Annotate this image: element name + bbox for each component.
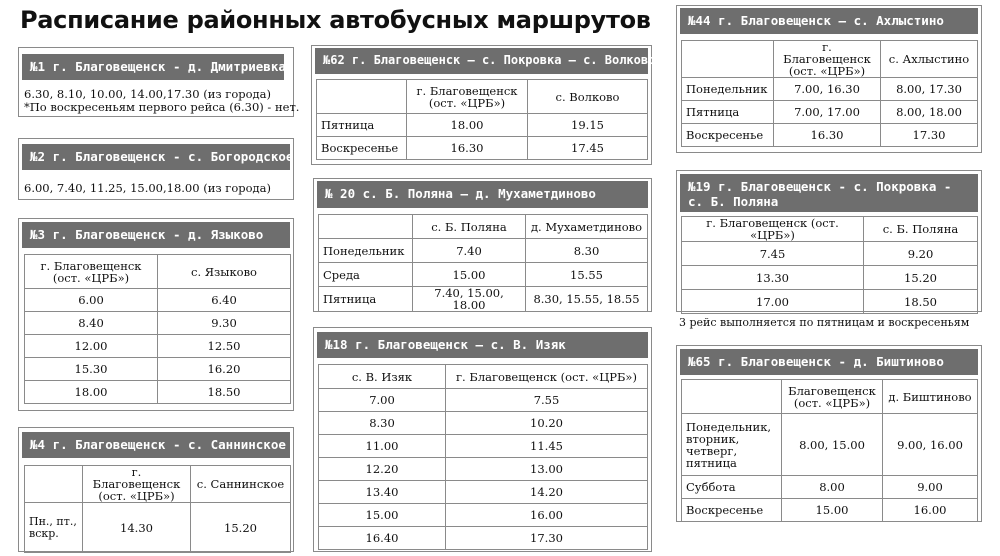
table-row	[682, 266, 978, 290]
cell: 17.45	[528, 137, 648, 160]
cell: Пятница	[682, 101, 774, 124]
table-row	[319, 389, 648, 412]
cell: 17.30	[446, 527, 648, 550]
route-1-schedule: 6.30, 8.10, 10.00, 14.00,17.30 (из города)	[24, 87, 271, 101]
cell: Суббота	[682, 476, 782, 499]
page-title: Расписание районных автобусных маршрутов	[20, 6, 651, 34]
cell: 12.00	[25, 335, 158, 358]
cell: 8.00	[782, 476, 883, 499]
cell: 7.45	[682, 242, 864, 266]
table-row	[682, 78, 978, 101]
route-20-table	[318, 214, 648, 312]
cell: 11.45	[446, 435, 648, 458]
route-19-col-2: с. Б. Поляна	[864, 217, 978, 242]
cell: 9.30	[158, 312, 291, 335]
route-18-col-1: с. В. Изяк	[319, 365, 446, 389]
route-65-header: №65 г. Благовещенск - д. Биштиново	[680, 349, 978, 375]
route-62-col-1: г. Благовещенск (ост. «ЦРБ»)	[407, 80, 528, 114]
cell: 18.00	[25, 381, 158, 404]
cell: Понедельник	[682, 78, 774, 101]
route-20-col-0	[319, 215, 413, 239]
table-row	[319, 504, 648, 527]
route-19-footnote: 3 рейс выполняется по пятницам и воскресеньям	[679, 316, 970, 329]
cell: 17.00	[682, 290, 864, 314]
cell: 8.30	[319, 412, 446, 435]
cell: 7.55	[446, 389, 648, 412]
cell: 16.20	[158, 358, 291, 381]
route-2-header: №2 г. Благовещенск - с. Богородское	[22, 144, 290, 170]
cell: 16.40	[319, 527, 446, 550]
cell: 17.30	[881, 124, 978, 147]
route-18-col-2: г. Благовещенск (ост. «ЦРБ»)	[446, 365, 648, 389]
route-18-header: №18 г. Благовещенск – с. В. Изяк	[317, 332, 648, 358]
route-62-col-2: с. Волково	[528, 80, 648, 114]
table-row	[682, 242, 978, 266]
route-1-note: *По воскресеньям первого рейса (6.30) - нет.	[24, 100, 300, 114]
route-4-col-2: с. Саннинское	[191, 466, 291, 503]
cell: 14.20	[446, 481, 648, 504]
route-62-header: №62 г. Благовещенск – с. Покровка – с. Волково	[315, 48, 648, 74]
route-44-col-2: с. Ахлыстино	[881, 41, 978, 78]
cell: 8.00, 18.00	[881, 101, 978, 124]
cell: Среда	[319, 263, 413, 287]
route-44-col-1: г. Благовещенск (ост. «ЦРБ»)	[774, 41, 881, 78]
cell: 15.55	[526, 263, 648, 287]
route-62-table	[316, 79, 648, 160]
cell: 18.50	[158, 381, 291, 404]
table-row	[317, 114, 648, 137]
route-3-table	[24, 254, 291, 404]
cell: 15.30	[25, 358, 158, 381]
route-3-header: №3 г. Благовещенск - д. Языково	[22, 222, 290, 248]
cell: 15.00	[319, 504, 446, 527]
route-18-table	[318, 364, 648, 550]
route-4-day: Пн., пт., вскр.	[25, 503, 83, 553]
route-20-col-1: с. Б. Поляна	[413, 215, 526, 239]
table-row	[319, 481, 648, 504]
table-row	[319, 239, 648, 263]
cell: 16.00	[446, 504, 648, 527]
cell: 6.00	[25, 289, 158, 312]
route-4-col-0	[25, 466, 83, 503]
route-3-col-2: с. Языково	[158, 255, 291, 289]
table-row	[25, 335, 291, 358]
cell: 12.50	[158, 335, 291, 358]
cell: 19.15	[528, 114, 648, 137]
route-3-col-1: г. Благовещенск (ост. «ЦРБ»)	[25, 255, 158, 289]
table-row	[682, 414, 978, 476]
cell: Понедельник	[319, 239, 413, 263]
table-row	[319, 527, 648, 550]
route-20-col-2: д. Мухаметдиново	[526, 215, 648, 239]
table-row	[682, 499, 978, 522]
cell: 8.40	[25, 312, 158, 335]
cell: 16.30	[407, 137, 528, 160]
route-4-col-1: г. Благовещенск (ост. «ЦРБ»)	[83, 466, 191, 503]
route-4-header: №4 г. Благовещенск - с. Саннинское	[22, 432, 290, 458]
cell: 15.20	[864, 266, 978, 290]
table-row	[682, 290, 978, 314]
cell: 13.30	[682, 266, 864, 290]
cell: 12.20	[319, 458, 446, 481]
cell: 11.00	[319, 435, 446, 458]
cell: 9.20	[864, 242, 978, 266]
cell: Пятница	[319, 287, 413, 312]
table-row	[25, 503, 291, 553]
cell: 18.00	[407, 114, 528, 137]
cell: 14.30	[83, 503, 191, 553]
cell: 7.00	[319, 389, 446, 412]
table-row	[25, 358, 291, 381]
route-65-table	[681, 379, 978, 522]
route-65-col-0	[682, 380, 782, 414]
table-row	[682, 101, 978, 124]
route-44-col-0	[682, 41, 774, 78]
route-1-header: №1 г. Благовещенск - д. Дмитриевка	[22, 54, 284, 80]
cell: Пятница	[317, 114, 407, 137]
route-4-table	[24, 465, 291, 553]
table-row	[25, 289, 291, 312]
route-2-schedule: 6.00, 7.40, 11.25, 15.00,18.00 (из города)	[24, 181, 271, 195]
cell: 8.00, 15.00	[782, 414, 883, 476]
cell: Воскресенье	[682, 124, 774, 147]
table-row	[682, 124, 978, 147]
cell: 9.00	[883, 476, 978, 499]
route-19-table	[681, 216, 978, 314]
table-row	[319, 412, 648, 435]
table-row	[25, 381, 291, 404]
cell: 18.50	[864, 290, 978, 314]
route-19-header: №19 г. Благовещенск - с. Покровка - с. Б. Поляна	[680, 174, 978, 212]
cell: 7.00, 17.00	[774, 101, 881, 124]
cell: Понедельник, вторник, четверг, пятница	[682, 414, 782, 476]
table-row	[319, 435, 648, 458]
route-44-header: №44 г. Благовещенск – с. Ахлыстино	[680, 8, 978, 34]
table-row	[25, 312, 291, 335]
cell: 13.40	[319, 481, 446, 504]
cell: 16.30	[774, 124, 881, 147]
route-20-header: № 20 с. Б. Поляна – д. Мухаметдиново	[317, 181, 648, 208]
cell: 13.00	[446, 458, 648, 481]
cell: 15.00	[413, 263, 526, 287]
cell: 15.00	[782, 499, 883, 522]
table-row	[682, 476, 978, 499]
cell: 16.00	[883, 499, 978, 522]
cell: 7.00, 16.30	[774, 78, 881, 101]
cell: 9.00, 16.00	[883, 414, 978, 476]
table-row	[319, 287, 648, 312]
cell: 8.00, 17.30	[881, 78, 978, 101]
cell: 7.40	[413, 239, 526, 263]
route-44-table	[681, 40, 978, 147]
table-row	[317, 137, 648, 160]
table-row	[319, 263, 648, 287]
route-65-col-2: д. Биштиново	[883, 380, 978, 414]
route-19-col-1: г. Благовещенск (ост. «ЦРБ»)	[682, 217, 864, 242]
route-65-col-1: Благовещенск (ост. «ЦРБ»)	[782, 380, 883, 414]
cell: 7.40, 15.00, 18.00	[413, 287, 526, 312]
route-62-col-0	[317, 80, 407, 114]
cell: 10.20	[446, 412, 648, 435]
cell: Воскресенье	[317, 137, 407, 160]
cell: Воскресенье	[682, 499, 782, 522]
cell: 8.30, 15.55, 18.55	[526, 287, 648, 312]
cell: 8.30	[526, 239, 648, 263]
table-row	[319, 458, 648, 481]
cell: 6.40	[158, 289, 291, 312]
cell: 15.20	[191, 503, 291, 553]
